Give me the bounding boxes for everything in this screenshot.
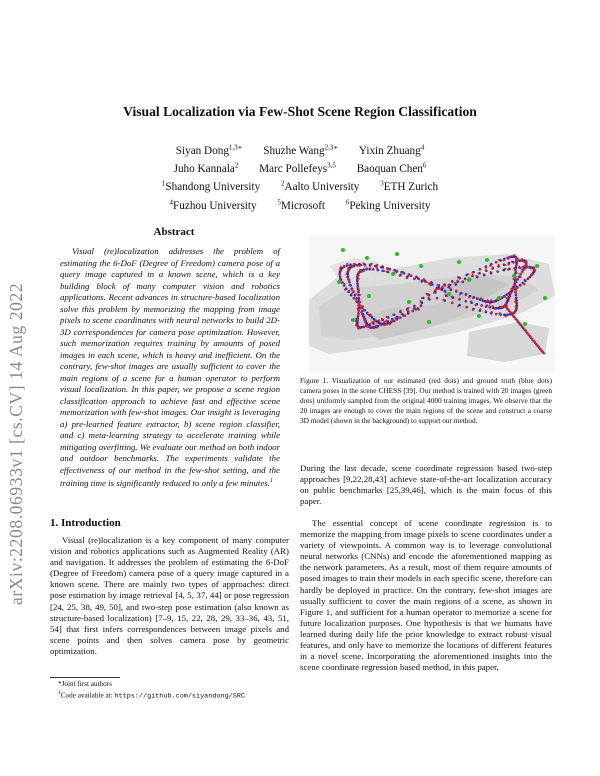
estimated-pose-dot (430, 282, 432, 284)
right-column-paragraph-1: During the last decade, scene coordinate regression based two-step approaches [9,22,28,43] achieve state-of-the-art localization accuracy on public benchmarks [25,39,46], which is the main focus of this paper. (300, 463, 552, 507)
estimated-pose-dot (392, 314, 394, 316)
training-image-dot (485, 258, 489, 262)
training-image-dot (367, 294, 371, 298)
estimated-pose-dot (467, 273, 469, 275)
estimated-pose-dot (358, 289, 360, 291)
estimated-pose-dot (507, 300, 509, 302)
author: Marc Pollefeys$^{3,5}$ (259, 161, 336, 176)
estimated-pose-dot (457, 280, 459, 282)
author: Shuzhe Wang$^{2,3∗}$ (263, 143, 339, 157)
estimated-pose-dot (340, 270, 342, 272)
estimated-pose-dot (362, 315, 364, 317)
estimated-pose-dot (444, 291, 446, 293)
author-block (0, 140, 600, 213)
paper-title: Visual Localization via Few-Shot Scene Region Classification (123, 104, 477, 119)
estimated-pose-dot (455, 290, 457, 292)
estimated-pose-dot (514, 281, 516, 283)
estimated-pose-dot (404, 315, 406, 317)
estimated-pose-dot (468, 296, 470, 298)
estimated-pose-dot (383, 270, 385, 272)
estimated-pose-dot (358, 274, 360, 276)
author-row-2 (0, 158, 600, 176)
estimated-pose-dot (398, 316, 400, 318)
estimated-pose-dot (357, 292, 359, 294)
estimated-pose-dot (355, 324, 357, 326)
estimated-pose-dot (357, 314, 359, 316)
estimated-pose-dot (427, 297, 429, 299)
training-image-dot (467, 278, 471, 282)
training-image-dot (365, 256, 369, 260)
scene-3d-model (309, 254, 555, 362)
estimated-pose-dot (523, 283, 525, 285)
right-column-paragraph-2: The essential concept of scene coordinate regression is to memorize the mapping from image pixels to scene coordinates under a variety of viewpoints. A common way is to leverage convolutional neural networks (CNNs) and encode the aforementioned mapping as the network parameters. As a result, most of them require amounts of posed images to train their models in each specific scene, therefore can hardly be deployed in practice. On the contrary, few-shot images are usually sufficient to cover the main regions of a scene, as shown in Figure 1, and sufficient for a human operator to memorize a scene for future localization purposes. One hypothesis is that we humans have learned during daily life the prior knowledge to extract robust visual features, and only have to memorize the locations of different features in a novel scene. Incorporating the aforementioned insights into the scene coordinate regression based method, in this paper, (300, 518, 552, 673)
estimated-pose-dot (363, 270, 365, 272)
estimated-pose-dot (451, 302, 453, 304)
estimated-pose-dot (492, 305, 494, 307)
estimated-pose-dot (427, 294, 429, 296)
estimated-pose-dot (476, 297, 478, 299)
estimated-pose-dot (466, 306, 468, 308)
estimated-pose-dot (523, 267, 525, 269)
estimated-pose-dot (426, 293, 428, 295)
estimated-pose-dot (347, 267, 349, 269)
footnote-joint-authors: *Joint first authors (58, 680, 112, 688)
estimated-pose-dot (457, 305, 459, 307)
estimated-pose-dot (371, 263, 373, 265)
estimated-pose-dot (423, 279, 425, 281)
estimated-pose-dot (402, 271, 404, 273)
estimated-pose-dot (513, 312, 515, 314)
estimated-pose-dot (498, 259, 500, 261)
estimated-pose-dot (389, 268, 391, 270)
estimated-pose-dot (527, 277, 529, 279)
estimated-pose-dot (366, 267, 368, 269)
training-image-dot (523, 322, 527, 326)
estimated-pose-dot (504, 296, 506, 298)
estimated-pose-dot (420, 305, 422, 307)
estimated-pose-dot (498, 264, 500, 266)
estimated-pose-dot (386, 316, 388, 318)
estimated-pose-dot (516, 287, 518, 289)
estimated-pose-dot (485, 269, 487, 271)
estimated-pose-dot (470, 300, 472, 302)
estimated-pose-dot (378, 320, 380, 322)
estimated-pose-dot (396, 271, 398, 273)
estimated-pose-dot (367, 313, 369, 315)
estimated-pose-dot (530, 275, 532, 277)
section-heading-introduction: 1. Introduction (50, 517, 121, 529)
training-image-dot (395, 252, 399, 256)
abstract-body: Visual (re)localization addresses the problem of estimating the 6-DoF (Degree of Freedom) camera pose of a query image captured in a known scene, which is a key building block of many computer vision and robotics applications. Recent advances in structure-based localization solve this problem by memorizing the mapping from image pixels to scene coordinates with neural networks to build 2D-3D correspondences for camera pose optimization. However, such memorization requires training by amounts of posed images in each scene, which is heavy and inefficient. On the contrary, few-shot images are usually sufficient to cover the main regions of a scene for a human operator to perform visual localization. In this paper, we propose a scene region classification approach to achieve fast and effective scene memorization with few-shot images. Our insight is leveraging a) pre-learned feature extractor, b) scene region classifier, and c) meta-learning strategy to accelerate training while mitigating overfitting. We evaluate our method on both indoor and outdoor benchmarks. The experiments validate the effectiveness of our method in the few-shot setting, and the training time is significantly reduced to only a few minutes.$^1$ (60, 246, 281, 488)
estimated-pose-dot (507, 258, 509, 260)
estimated-pose-dot (472, 297, 474, 299)
estimated-pose-dot (521, 268, 523, 270)
estimated-pose-dot (481, 305, 483, 307)
estimated-pose-dot (339, 273, 341, 275)
estimated-pose-dot (352, 265, 354, 267)
estimated-pose-dot (357, 308, 359, 310)
estimated-pose-dot (489, 265, 491, 267)
estimated-pose-dot (440, 288, 442, 290)
estimated-pose-dot (514, 284, 516, 286)
estimated-pose-dot (511, 255, 513, 257)
affiliation-row-2 (0, 195, 600, 213)
estimated-pose-dot (358, 272, 360, 274)
estimated-pose-dot (515, 279, 517, 281)
estimated-pose-dot (421, 297, 423, 299)
estimated-pose-dot (505, 314, 507, 316)
estimated-pose-dot (514, 267, 516, 269)
estimated-pose-dot (525, 261, 527, 263)
estimated-pose-dot (511, 261, 513, 263)
estimated-pose-dot (493, 301, 495, 303)
estimated-pose-dot (382, 265, 384, 267)
estimated-pose-dot (531, 274, 533, 276)
affiliation: $^3$ETH Zurich (380, 179, 439, 194)
estimated-pose-dot (515, 256, 517, 258)
estimated-pose-dot (437, 288, 439, 290)
estimated-pose-dot (519, 276, 521, 278)
estimated-pose-dot (471, 272, 473, 274)
estimated-pose-dot (407, 274, 409, 276)
estimated-pose-dot (374, 320, 376, 322)
estimated-pose-dot (509, 295, 511, 297)
estimated-pose-dot (362, 308, 364, 310)
training-image-dot (447, 292, 451, 296)
training-image-dot (351, 318, 355, 322)
estimated-pose-dot (520, 259, 522, 261)
estimated-pose-dot (356, 301, 358, 303)
estimated-pose-dot (504, 264, 506, 266)
estimated-pose-dot (379, 323, 381, 325)
estimated-pose-dot (444, 285, 446, 287)
estimated-pose-dot (434, 289, 436, 291)
estimated-pose-dot (386, 271, 388, 273)
estimated-pose-dot (353, 291, 355, 293)
estimated-pose-dot (519, 273, 521, 275)
estimated-pose-dot (364, 322, 366, 324)
estimated-pose-dot (479, 268, 481, 270)
estimated-pose-dot (507, 264, 509, 266)
affiliation: $^5$Microsoft (277, 197, 326, 212)
estimated-pose-dot (514, 298, 516, 300)
estimated-pose-dot (481, 298, 483, 300)
estimated-pose-dot (513, 254, 515, 256)
footnote-code: $^1$Code available at: https://github.com/siyandong/SRC (58, 690, 245, 701)
estimated-pose-dot (534, 270, 536, 272)
estimated-pose-dot (454, 282, 456, 284)
author: Juho Kannala$^2$ (173, 161, 239, 176)
training-image-dot (512, 274, 516, 278)
estimated-pose-dot (516, 272, 518, 274)
estimated-pose-dot (366, 325, 368, 327)
estimated-pose-dot (503, 259, 505, 261)
estimated-pose-dot (413, 306, 415, 308)
estimated-pose-dot (509, 292, 511, 294)
estimated-pose-dot (348, 284, 350, 286)
footnotes (58, 680, 288, 702)
training-image-dot (477, 314, 481, 318)
figure-1-caption: Figure 1. Visualization of our estimated (red dots) and ground truth (blue dots) camera poses in the scene CHESS [39]. Our method is trained with 20 images (green dots) uniformly sampled from the original 4000 training images. We observe that the 20 images are enough to cover the main regions of the scene and construct a coarse 3D model (shown in the background) to support our method. (300, 376, 552, 426)
estimated-pose-dot (457, 276, 459, 278)
estimated-pose-dot (348, 279, 350, 281)
estimated-pose-dot (490, 299, 492, 301)
training-image-dot (337, 280, 341, 284)
estimated-pose-dot (475, 304, 477, 306)
estimated-pose-dot (344, 283, 346, 285)
estimated-pose-dot (487, 300, 489, 302)
estimated-pose-dot (356, 264, 358, 266)
estimated-pose-dot (543, 352, 545, 354)
estimated-pose-dot (514, 301, 516, 303)
estimated-pose-dot (369, 323, 371, 325)
estimated-pose-dot (360, 311, 362, 313)
estimated-pose-dot (371, 268, 373, 270)
estimated-pose-dot (519, 285, 521, 287)
estimated-pose-dot (386, 267, 388, 269)
estimated-pose-dot (458, 298, 460, 300)
estimated-pose-dot (485, 267, 487, 269)
estimated-pose-dot (358, 299, 360, 301)
affiliation: $^2$Aalto University (281, 179, 360, 194)
estimated-pose-dot (529, 267, 531, 269)
estimated-pose-dot (483, 273, 485, 275)
estimated-pose-dot (495, 261, 497, 263)
affiliation: $^4$Fuzhou University (169, 197, 257, 212)
estimated-pose-dot (475, 275, 477, 277)
estimated-pose-dot (344, 289, 346, 291)
estimated-pose-dot (418, 309, 420, 311)
estimated-pose-dot (358, 278, 360, 280)
estimated-pose-dot (441, 286, 443, 288)
estimated-pose-dot (504, 268, 506, 270)
estimated-pose-dot (459, 293, 461, 295)
abstract-heading: Abstract (153, 226, 195, 238)
estimated-pose-dot (406, 309, 408, 311)
estimated-pose-dot (428, 282, 430, 284)
estimated-pose-dot (448, 285, 450, 287)
estimated-pose-dot (343, 265, 345, 267)
estimated-pose-dot (339, 277, 341, 279)
estimated-pose-dot (523, 261, 525, 263)
estimated-pose-dot (519, 267, 521, 269)
estimated-pose-dot (359, 269, 361, 271)
estimated-pose-dot (464, 278, 466, 280)
training-image-dot (535, 264, 539, 268)
estimated-pose-dot (495, 313, 497, 315)
estimated-pose-dot (507, 269, 509, 271)
estimated-pose-dot (515, 262, 517, 264)
training-image-dot (407, 300, 411, 304)
estimated-pose-dot (355, 318, 357, 320)
estimated-pose-dot (515, 259, 517, 261)
estimated-pose-dot (449, 287, 451, 289)
estimated-pose-dot (437, 284, 439, 286)
estimated-pose-dot (375, 325, 377, 327)
estimated-pose-dot (371, 321, 373, 323)
estimated-pose-dot (485, 310, 487, 312)
estimated-pose-dot (357, 305, 359, 307)
estimated-pose-dot (376, 264, 378, 266)
training-image-dot (427, 320, 431, 324)
estimated-pose-dot (496, 270, 498, 272)
estimated-pose-dot (489, 302, 491, 304)
estimated-pose-dot (369, 267, 371, 269)
estimated-pose-dot (515, 305, 517, 307)
estimated-pose-dot (513, 278, 515, 280)
footnote-divider (50, 677, 120, 678)
estimated-pose-dot (465, 293, 467, 295)
estimated-pose-dot (461, 281, 463, 283)
estimated-pose-dot (410, 274, 412, 276)
estimated-pose-dot (363, 262, 365, 264)
estimated-pose-dot (512, 288, 514, 290)
estimated-pose-dot (393, 320, 395, 322)
estimated-pose-dot (364, 265, 366, 267)
estimated-pose-dot (362, 305, 364, 307)
estimated-pose-dot (472, 309, 474, 311)
estimated-pose-dot (425, 281, 427, 283)
arxiv-identifier: arXiv:2208.06933v1 [cs.CV] 14 Aug 2022 (6, 282, 26, 605)
estimated-pose-dot (485, 301, 487, 303)
estimated-pose-dot (351, 293, 353, 295)
camera-trajectory-plot (309, 236, 555, 372)
estimated-pose-dot (360, 305, 362, 307)
estimated-pose-dot (349, 265, 351, 267)
estimated-pose-dot (524, 279, 526, 281)
estimated-pose-dot (355, 297, 357, 299)
estimated-pose-dot (376, 326, 378, 328)
training-image-dot (341, 248, 345, 252)
estimated-pose-dot (348, 290, 350, 292)
estimated-pose-dot (407, 311, 409, 313)
author: Baoquan Chen$^6$ (356, 161, 427, 176)
estimated-pose-dot (505, 303, 507, 305)
estimated-pose-dot (420, 300, 422, 302)
estimated-pose-dot (411, 310, 413, 312)
estimated-pose-dot (360, 271, 362, 273)
estimated-pose-dot (472, 274, 474, 276)
estimated-pose-dot (433, 292, 435, 294)
estimated-pose-dot (363, 326, 365, 328)
author-row-1 (0, 140, 600, 158)
estimated-pose-dot (357, 283, 359, 285)
estimated-pose-dot (406, 277, 408, 279)
affiliation: $^6$Peking University (345, 197, 431, 212)
training-image-dot (543, 296, 547, 300)
estimated-pose-dot (353, 263, 355, 265)
estimated-pose-dot (399, 275, 401, 277)
estimated-pose-dot (346, 276, 348, 278)
estimated-pose-dot (346, 263, 348, 265)
estimated-pose-dot (385, 320, 387, 322)
training-image-dot (419, 264, 423, 268)
estimated-pose-dot (391, 319, 393, 321)
estimated-pose-dot (489, 305, 491, 307)
estimated-pose-dot (357, 326, 359, 328)
estimated-pose-dot (357, 287, 359, 289)
estimated-pose-dot (478, 272, 480, 274)
estimated-pose-dot (355, 293, 357, 295)
training-image-dot (457, 260, 461, 264)
affiliation-row-1 (0, 177, 600, 195)
estimated-pose-dot (407, 307, 409, 309)
estimated-pose-dot (507, 293, 509, 295)
author: Yixin Zhuang$^4$ (358, 143, 425, 157)
estimated-pose-dot (452, 281, 454, 283)
estimated-pose-dot (383, 324, 385, 326)
estimated-pose-dot (492, 266, 494, 268)
estimated-pose-dot (340, 266, 342, 268)
estimated-pose-dot (363, 318, 365, 320)
estimated-pose-dot (415, 309, 417, 311)
author: Siyan Dong$^{1,3∗}$ (175, 143, 243, 157)
training-image-dot (497, 296, 501, 300)
estimated-pose-dot (515, 293, 517, 295)
training-image-dot (391, 272, 395, 276)
affiliation: $^1$Shandong University (161, 179, 261, 194)
estimated-pose-dot (373, 327, 375, 329)
estimated-pose-dot (359, 301, 361, 303)
estimated-pose-dot (369, 314, 371, 316)
estimated-pose-dot (351, 289, 353, 291)
estimated-pose-dot (503, 305, 505, 307)
estimated-pose-dot (451, 296, 453, 298)
estimated-pose-dot (389, 323, 391, 325)
estimated-pose-dot (464, 300, 466, 302)
estimated-pose-dot (508, 256, 510, 258)
estimated-pose-dot (515, 264, 517, 266)
estimated-pose-dot (430, 284, 432, 286)
estimated-pose-dot (399, 310, 401, 312)
estimated-pose-dot (376, 266, 378, 268)
estimated-pose-dot (479, 308, 481, 310)
estimated-pose-dot (501, 306, 503, 308)
estimated-pose-dot (486, 304, 488, 306)
estimated-pose-dot (515, 291, 517, 293)
estimated-pose-dot (491, 311, 493, 313)
estimated-pose-dot (383, 321, 385, 323)
estimated-pose-dot (395, 317, 397, 319)
code-url-link[interactable]: https://github.com/siyandong/SRC (114, 692, 245, 701)
estimated-pose-dot (442, 299, 444, 301)
estimated-pose-dot (499, 312, 501, 314)
estimated-pose-dot (533, 266, 535, 268)
estimated-pose-dot (414, 277, 416, 279)
estimated-pose-dot (353, 297, 355, 299)
estimated-pose-dot (418, 278, 420, 280)
estimated-pose-dot (436, 297, 438, 299)
estimated-pose-dot (359, 264, 361, 266)
estimated-pose-dot (490, 271, 492, 273)
estimated-pose-dot (507, 297, 509, 299)
estimated-pose-dot (526, 265, 528, 267)
estimated-pose-dot (521, 271, 523, 273)
estimated-pose-dot (345, 273, 347, 275)
figure-1-visualization (309, 236, 555, 372)
introduction-body: Visual (re)localization is a key component of many computer vision and robotics applications such as Augmented Reality (AR) and navigation. It addresses the problem of estimating the 6-DoF (Degree of Freedom) camera pose of a query image captured in a known scene. There are mainly two types of approaches: direct pose estimation by image retrieval [4, 5, 37, 44] or pose regression [24, 25, 38, 49, 50], and two-step pose estimation (also known as structure-based localization) [7–9, 15, 22, 28, 29, 33–36, 43, 51, 54] that first infers correspondences between image pixels and scene points and then solves camera pose by geometric optimization. (50, 535, 289, 656)
estimated-pose-dot (359, 294, 361, 296)
estimated-pose-dot (381, 318, 383, 320)
estimated-pose-dot (360, 307, 362, 309)
estimated-pose-dot (494, 308, 496, 310)
